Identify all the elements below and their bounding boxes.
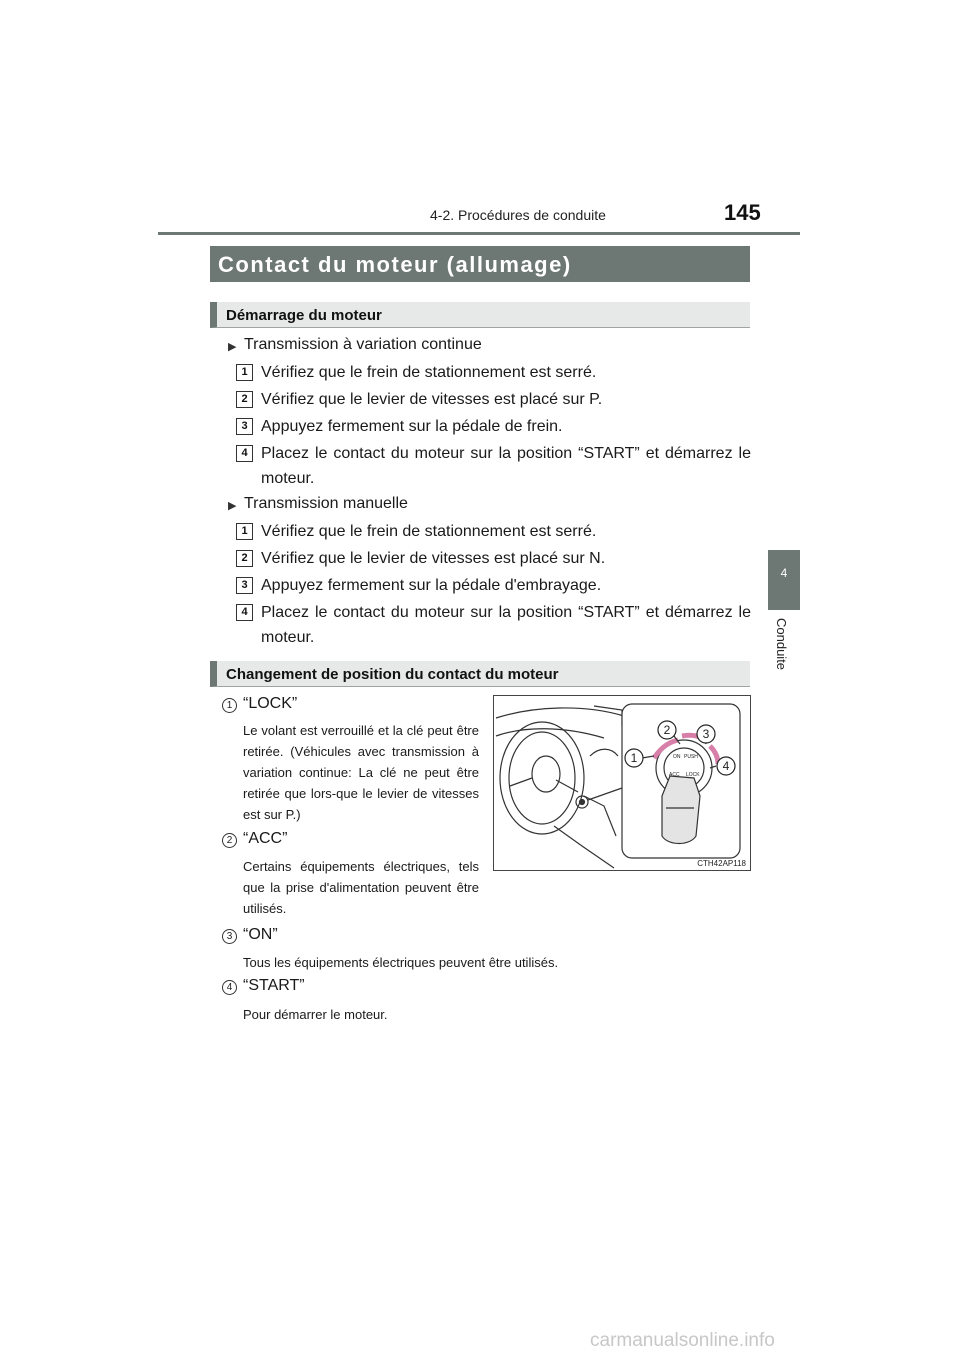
position-number: 3 xyxy=(222,929,237,944)
switch-marking: PUSH xyxy=(684,754,698,760)
page-title: Contact du moteur (allumage) xyxy=(218,252,572,277)
group-label: Transmission manuelle xyxy=(244,495,408,512)
position-description: Le volant est verrouillé et la clé peut être retirée. (Véhicules avec transmission à variation continue: La clé ne peut être retirée que lors-que le levier de vitesses est sur P.) xyxy=(243,723,479,822)
step-number: 4 xyxy=(236,604,253,621)
step-number: 1 xyxy=(236,523,253,540)
step-text: Vérifiez que le levier de vitesses est placé sur P. xyxy=(261,391,603,408)
group-label: Transmission à variation continue xyxy=(244,336,482,353)
step-number: 3 xyxy=(236,577,253,594)
position-label: “START” xyxy=(243,977,305,994)
position-label: “ON” xyxy=(243,926,278,943)
triangle-bullet-icon: ▶ xyxy=(228,500,237,512)
callout-number: 2 xyxy=(663,723,671,737)
switch-marking: LOCK xyxy=(686,772,700,778)
section-heading: Changement de position du contact du moteur xyxy=(226,666,559,683)
step-text: Placez le contact du moteur sur la position “START” et démarrez le moteur. xyxy=(261,445,751,487)
section-heading: Démarrage du moteur xyxy=(226,307,382,324)
position-label: “ACC” xyxy=(243,830,288,847)
chapter-tab-number: 4 xyxy=(780,566,788,580)
page-number: 145 xyxy=(724,200,761,225)
section-breadcrumb: 4-2. Procédures de conduite xyxy=(430,207,606,223)
callout-number: 1 xyxy=(630,751,638,765)
callout-number: 4 xyxy=(722,759,730,773)
position-description: Certains équipements électriques, tels que la prise d'alimentation peuvent être utilisés. xyxy=(243,859,479,916)
position-number: 2 xyxy=(222,833,237,848)
chapter-tab xyxy=(768,550,800,610)
dashboard-drawing xyxy=(494,696,750,870)
callout-number: 3 xyxy=(702,727,710,741)
chapter-tab-label: Conduite xyxy=(774,618,789,671)
step-text: Vérifiez que le levier de vitesses est placé sur N. xyxy=(261,550,606,567)
switch-marking: ON xyxy=(673,754,681,760)
step-number: 1 xyxy=(236,364,253,381)
position-description: Tous les équipements électriques peuvent être utilisés. xyxy=(243,955,559,970)
watermark: carmanualsonline.info xyxy=(590,1330,775,1351)
step-number: 3 xyxy=(236,418,253,435)
position-label: “LOCK” xyxy=(243,695,298,712)
header-divider xyxy=(158,232,800,235)
triangle-bullet-icon: ▶ xyxy=(228,341,237,353)
step-text: Appuyez fermement sur la pédale de frein. xyxy=(261,418,563,435)
switch-marking: ACC xyxy=(669,772,680,778)
step-text: Vérifiez que le frein de stationnement est serré. xyxy=(261,364,597,381)
position-number: 4 xyxy=(222,980,237,995)
step-number: 2 xyxy=(236,391,253,408)
step-text: Vérifiez que le frein de stationnement est serré. xyxy=(261,523,597,540)
ignition-switch-illustration xyxy=(493,695,751,871)
step-number: 2 xyxy=(236,550,253,567)
step-text: Placez le contact du moteur sur la position “START” et démarrez le moteur. xyxy=(261,604,751,646)
figure-code: CTH42AP118 xyxy=(697,859,746,868)
position-description: Pour démarrer le moteur. xyxy=(243,1007,388,1022)
position-number: 1 xyxy=(222,698,237,713)
step-text: Appuyez fermement sur la pédale d'embrayage. xyxy=(261,577,602,594)
step-number: 4 xyxy=(236,445,253,462)
